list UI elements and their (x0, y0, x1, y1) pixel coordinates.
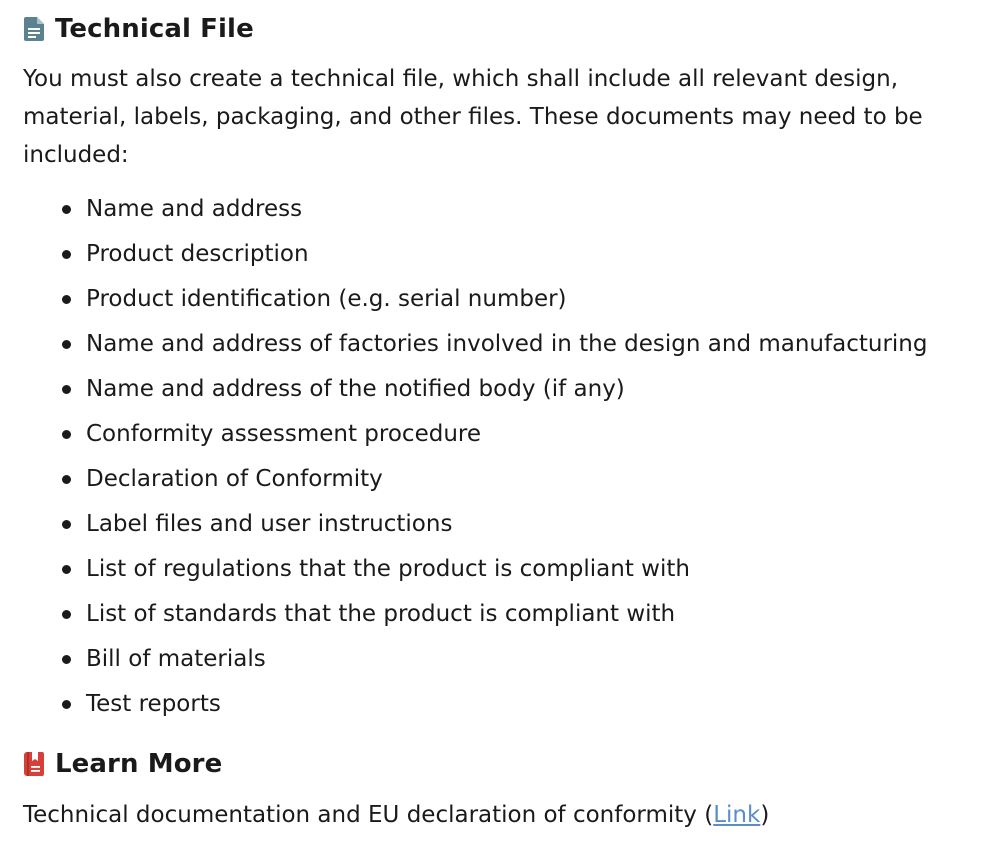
list-item (86, 412, 986, 457)
list-item (86, 232, 986, 277)
list-item (86, 637, 986, 682)
list-item-text: Name and address of factories involved in the design and manufacturing (86, 331, 928, 357)
technical-file-heading (23, 10, 986, 48)
bullet (62, 655, 71, 664)
bullet (62, 700, 71, 709)
list-item-text: Label files and user instructions (86, 511, 453, 537)
list-item (86, 367, 986, 412)
list-item-text: Name and address (86, 196, 303, 222)
list-item (86, 187, 986, 232)
list-item (86, 547, 986, 592)
required-documents-list (23, 187, 986, 727)
list-item-text: Name and address of the notified body (if any) (86, 376, 625, 402)
technical-file-title: Technical File (55, 14, 254, 44)
learn-more-text (23, 796, 986, 834)
bullet (62, 205, 71, 214)
learn-more-heading (23, 745, 986, 783)
list-item-text: List of regulations that the product is compliant with (86, 556, 690, 582)
bullet (62, 295, 71, 304)
bullet (62, 475, 71, 484)
bullet (62, 430, 71, 439)
bullet (62, 340, 71, 349)
bullet (62, 520, 71, 529)
list-item-text: Test reports (86, 691, 221, 717)
list-item-text: Product identification (e.g. serial number) (86, 286, 567, 312)
document-icon (23, 17, 45, 41)
list-item (86, 682, 986, 727)
list-item (86, 277, 986, 322)
list-item-text: Conformity assessment procedure (86, 421, 481, 447)
bullet (62, 250, 71, 259)
learn-more-link[interactable]: Link (713, 802, 761, 828)
technical-file-intro: You must also create a technical file, which shall include all relevant design, material, labels, packaging, and other files. These documents may need to be included: (23, 66, 923, 168)
book-icon (23, 752, 45, 776)
list-item (86, 322, 986, 367)
learn-more-text-before: Technical documentation and EU declaration of conformity ( (23, 802, 714, 828)
list-item (86, 592, 986, 637)
bullet (62, 610, 71, 619)
list-item-text: Product description (86, 241, 309, 267)
bullet (62, 565, 71, 574)
list-item (86, 502, 986, 547)
bullet (62, 385, 71, 394)
list-item-text: Declaration of Conformity (86, 466, 383, 492)
list-item-text: List of standards that the product is compliant with (86, 601, 676, 627)
list-item-text: Bill of materials (86, 646, 266, 672)
list-item (86, 457, 986, 502)
learn-more-title: Learn More (55, 749, 223, 779)
learn-more-text-after: ) (760, 802, 770, 828)
